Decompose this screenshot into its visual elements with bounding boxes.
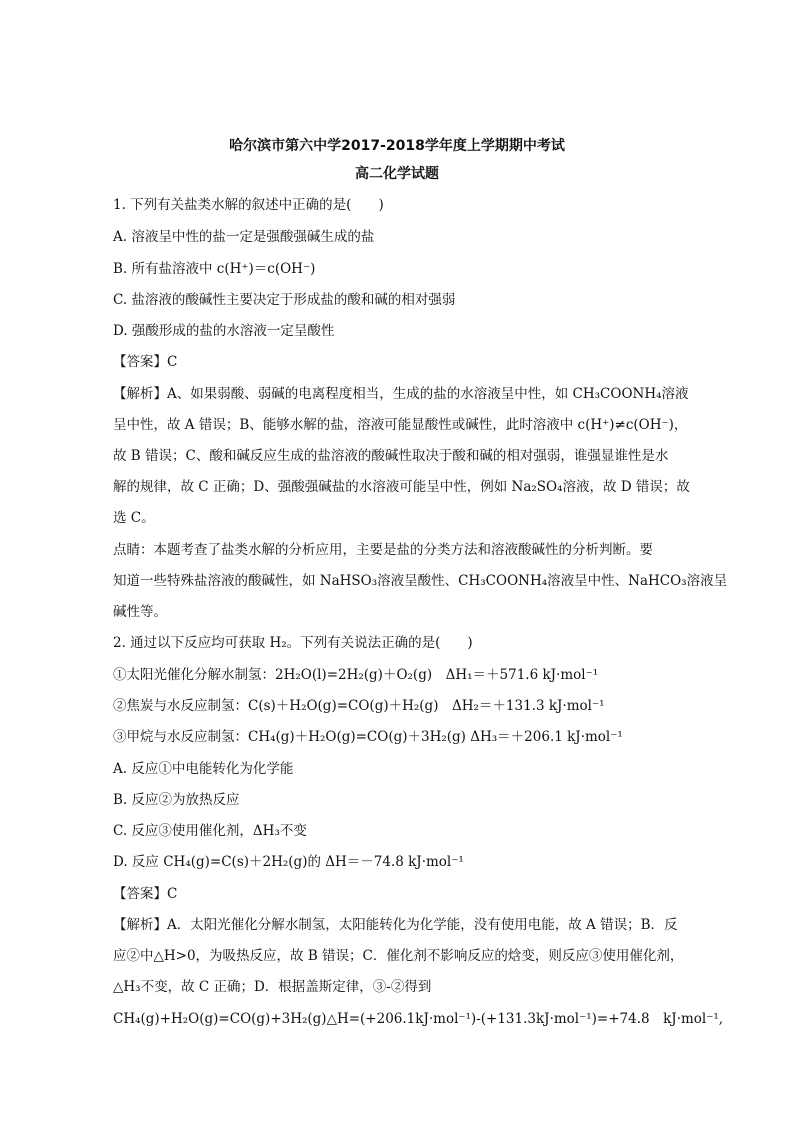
q2-answer: 【答案】C — [113, 886, 178, 902]
q1-comment-line: 碱性等。 — [113, 604, 167, 620]
q2-reaction-1: ①太阳光催化分解水制氢：2H₂O(l)=2H₂(g)＋O₂(g) ΔH₁＝＋571.6 kJ·mol⁻¹ — [113, 667, 599, 683]
q1-analysis-line: 故 B 错误；C、酸和碱反应生成的盐溶液的酸碱性取决于酸和碱的相对强弱，谁强显谁性是水 — [113, 448, 669, 464]
document-title: 哈尔滨市第六中学2017-2018学年度上学期期中考试 — [229, 138, 565, 154]
q1-option-d: D. 强酸形成的盐的水溶液一定呈酸性 — [113, 323, 335, 339]
q1-answer: 【答案】C — [113, 354, 178, 370]
q2-option-a: A. 反应①中电能转化为化学能 — [113, 761, 294, 777]
q2-analysis-line: CH₄(g)+H₂O(g)=CO(g)+3H₂(g)△H=(+206.1kJ·mol⁻¹)-(+131.3kJ·mol⁻¹)=+74.8 kJ·mol⁻¹, — [113, 1011, 724, 1027]
q2-reaction-2: ②焦炭与水反应制氢：C(s)＋H₂O(g)=CO(g)＋H₂(g) ΔH₂＝＋131.3 kJ·mol⁻¹ — [113, 698, 605, 714]
q1-option-b: B. 所有盐溶液中 c(H⁺)＝c(OH⁻) — [113, 261, 316, 277]
q2-reaction-3: ③甲烷与水反应制氢：CH₄(g)＋H₂O(g)=CO(g)＋3H₂(g) ΔH₃＝＋206.1 kJ·mol⁻¹ — [113, 729, 623, 745]
q2-analysis-line: 应②中△H>0，为吸热反应，故 B 错误；C．催化剂不影响反应的焓变，则反应③使用催化剂， — [113, 948, 684, 964]
q2-option-d: D. 反应 CH₄(g)=C(s)＋2H₂(g)的 ΔH＝－74.8 kJ·mol⁻¹ — [113, 854, 464, 870]
q1-analysis-line: 选 C。 — [113, 510, 155, 526]
q1-option-c: C. 盐溶液的酸碱性主要决定于形成盐的酸和碱的相对强弱 — [113, 292, 456, 308]
q1-stem: 1. 下列有关盐类水解的叙述中正确的是( ) — [113, 197, 384, 213]
q1-option-a: A. 溶液呈中性的盐一定是强酸强碱生成的盐 — [113, 229, 375, 245]
q1-comment-line: 点睛：本题考查了盐类水解的分析应用，主要是盐的分类方法和溶液酸碱性的分析判断。要 — [113, 542, 653, 558]
q1-analysis-line: 解的规律，故 C 正确；D、强酸强碱盐的水溶液可能呈中性，例如 Na₂SO₄溶液，故 D 错误；故 — [113, 479, 690, 495]
q2-option-c: C. 反应③使用催化剂，ΔH₃不变 — [113, 823, 307, 839]
q1-comment-line: 知道一些特殊盐溶液的酸碱性，如 NaHSO₃溶液呈酸性、CH₃COONH₄溶液呈中性、NaHCO₃溶液呈 — [113, 573, 728, 589]
q2-analysis-line: △H₃不变，故 C 正确；D．根据盖斯定律，③-②得到 — [113, 979, 432, 995]
q2-stem: 2. 通过以下反应均可获取 H₂。下列有关说法正确的是( ) — [113, 635, 473, 651]
q1-analysis-line: 【解析】A、如果弱酸、弱碱的电离程度相当，生成的盐的水溶液呈中性，如 CH₃COONH₄溶液 — [113, 386, 689, 402]
document-subtitle: 高二化学试题 — [355, 166, 439, 182]
q2-analysis-line: 【解析】A．太阳光催化分解水制氢，太阳能转化为化学能，没有使用电能，故 A 错误；B．反 — [113, 917, 678, 933]
q2-option-b: B. 反应②为放热反应 — [113, 792, 240, 808]
q1-analysis-line: 呈中性，故 A 错误；B、能够水解的盐，溶液可能显酸性或碱性，此时溶液中 c(H⁺)≠c(OH⁻)， — [113, 417, 688, 433]
